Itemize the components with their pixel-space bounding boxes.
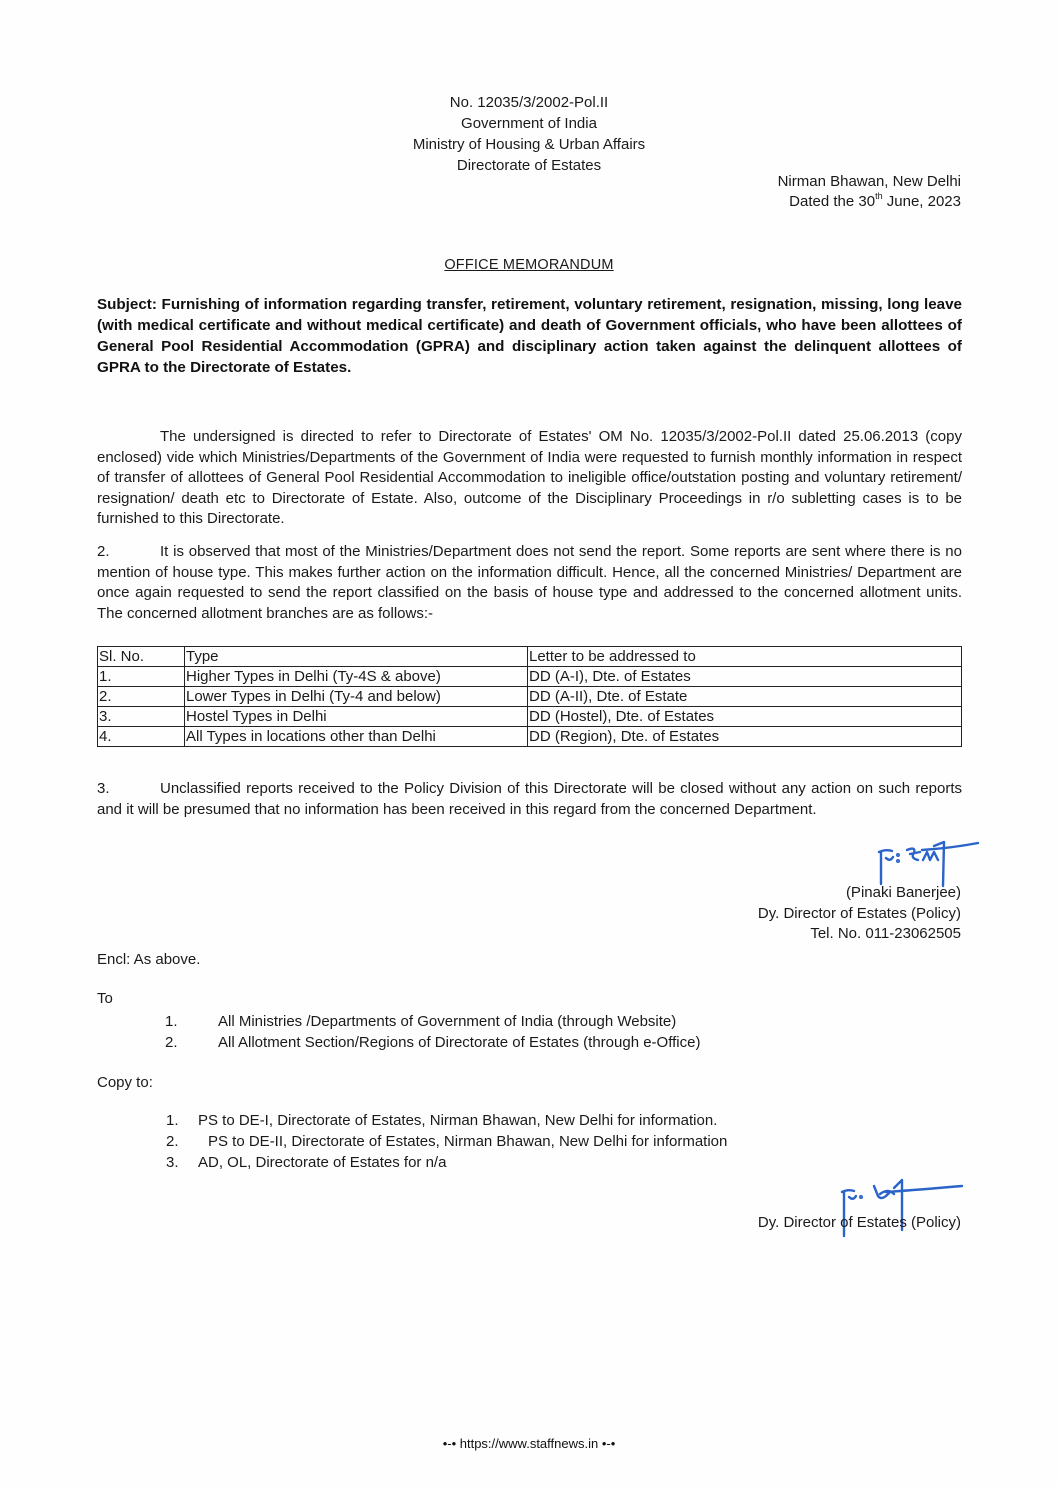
addressed-to: DD (Region), Dte. of Estates <box>528 727 962 747</box>
copy-to-label: Copy to: <box>97 1074 153 1091</box>
signatory-telephone: Tel. No. 011-23062505 <box>810 925 961 942</box>
directorate-name: Directorate of Estates <box>456 157 602 174</box>
copy-to-list <box>0 1110 1058 1173</box>
place-and-date <box>778 172 961 212</box>
table-row <box>98 667 962 687</box>
type: Hostel Types in Delhi <box>185 707 528 727</box>
table-row <box>98 727 962 747</box>
signatory-block <box>758 883 961 945</box>
paragraph-3 <box>97 779 962 820</box>
file-number: No. 12035/3/2002-Pol.II <box>449 94 609 111</box>
paragraph-1 <box>97 427 962 530</box>
paragraph-2-number: 2. <box>97 543 110 560</box>
subject: Subject: Furnishing of information regarding transfer, retirement, voluntary retirement, resignation, missing, long leave (with medical certificate and without medical certificate) and death of Government officials, who have been allottees of General Pool Residential Accommodation (GPRA) and disciplinary action taken against the delinquent allottees of GPRA to the Directorate of Estates. <box>97 296 962 376</box>
header-addressed-to: Letter to be addressed to <box>528 647 962 667</box>
list-item: 3. AD, OL, Directorate of Estates for n/a <box>166 1154 447 1171</box>
to-label: To <box>97 990 113 1007</box>
sl-no: 4. <box>98 727 185 747</box>
signatory-designation: Dy. Director of Estates (Policy) <box>757 904 961 922</box>
type: Higher Types in Delhi (Ty-4S & above) <box>185 667 528 687</box>
paragraph-3-text: Unclassified reports received to the Policy Division of this Directorate will be closed without any action on such reports and it will be presumed that no information has been received in this regard from the concerned Department. <box>97 780 962 818</box>
date: Dated the 30th June, 2023 <box>789 191 961 210</box>
sl-no: 2. <box>98 687 185 707</box>
closing-signatory <box>758 1213 961 1234</box>
sl-no: 3. <box>98 707 185 727</box>
enclosure-note: Encl: As above. <box>97 951 201 968</box>
memo-title: OFFICE MEMORANDUM <box>444 257 614 273</box>
table-header-row <box>98 647 962 667</box>
signatory-name: (Pinaki Banerjee) <box>845 884 961 901</box>
sl-no: 1. <box>98 667 185 687</box>
allotment-branch-table <box>97 646 962 747</box>
addressed-to: DD (A-I), Dte. of Estates <box>528 667 962 687</box>
header-type: Type <box>185 647 528 667</box>
table-row <box>98 707 962 727</box>
paragraph-1-text: The undersigned is directed to refer to Directorate of Estates' OM No. 12035/3/2002-Pol.II dated 25.06.2013 (copy enclosed) vide which Ministries/Departments of the Government of India were requested to furnish monthly information in respect of transfer of allottees of General Pool Residential Accommodation to ineligible office/outstation posting and voluntary retirement/ resignation/ death etc to Directorate of Estate. Also, outcome of the Disciplinary Proceedings in r/o subletting cases is to be furnished to this Directorate. <box>97 428 962 528</box>
type: All Types in locations other than Delhi <box>185 727 528 747</box>
header-sl-no: Sl. No. <box>98 647 185 667</box>
list-item: 2. PS to DE-II, Directorate of Estates, Nirman Bhawan, New Delhi for information <box>166 1133 728 1150</box>
table-row <box>98 687 962 707</box>
list-item: 1. All Ministries /Departments of Government of India (through Website) <box>165 1013 677 1030</box>
list-item: 1. PS to DE-I, Directorate of Estates, Nirman Bhawan, New Delhi for information. <box>166 1112 718 1129</box>
footer-watermark: •-• https://www.staffnews.in •-• <box>442 1436 616 1451</box>
closing-designation: Dy. Director of Estates (Policy) <box>757 1214 961 1231</box>
addressed-to: DD (A-II), Dte. of Estate <box>528 687 962 707</box>
ministry-name: Ministry of Housing & Urban Affairs <box>412 136 646 153</box>
addressed-to: DD (Hostel), Dte. of Estates <box>528 707 962 727</box>
place: Nirman Bhawan, New Delhi <box>777 173 961 190</box>
type: Lower Types in Delhi (Ty-4 and below) <box>185 687 528 707</box>
letter-header <box>0 92 1058 176</box>
paragraph-3-number: 3. <box>97 780 110 797</box>
list-item: 2. All Allotment Section/Regions of Directorate of Estates (through e-Office) <box>165 1034 701 1051</box>
to-list <box>0 1011 1058 1053</box>
paragraph-2-text: It is observed that most of the Ministries/Department does not send the report. Some reports are sent where there is no mention of house type. This makes further action on the information difficult. Hence, all the concerned Ministries/ Department are once again requested to send the report classified on the basis of house type and addressed to the concerned allotment units. The concerned allotment branches are as follows:- <box>97 543 962 622</box>
government-name: Government of India <box>461 115 597 132</box>
paragraph-2 <box>97 542 962 624</box>
